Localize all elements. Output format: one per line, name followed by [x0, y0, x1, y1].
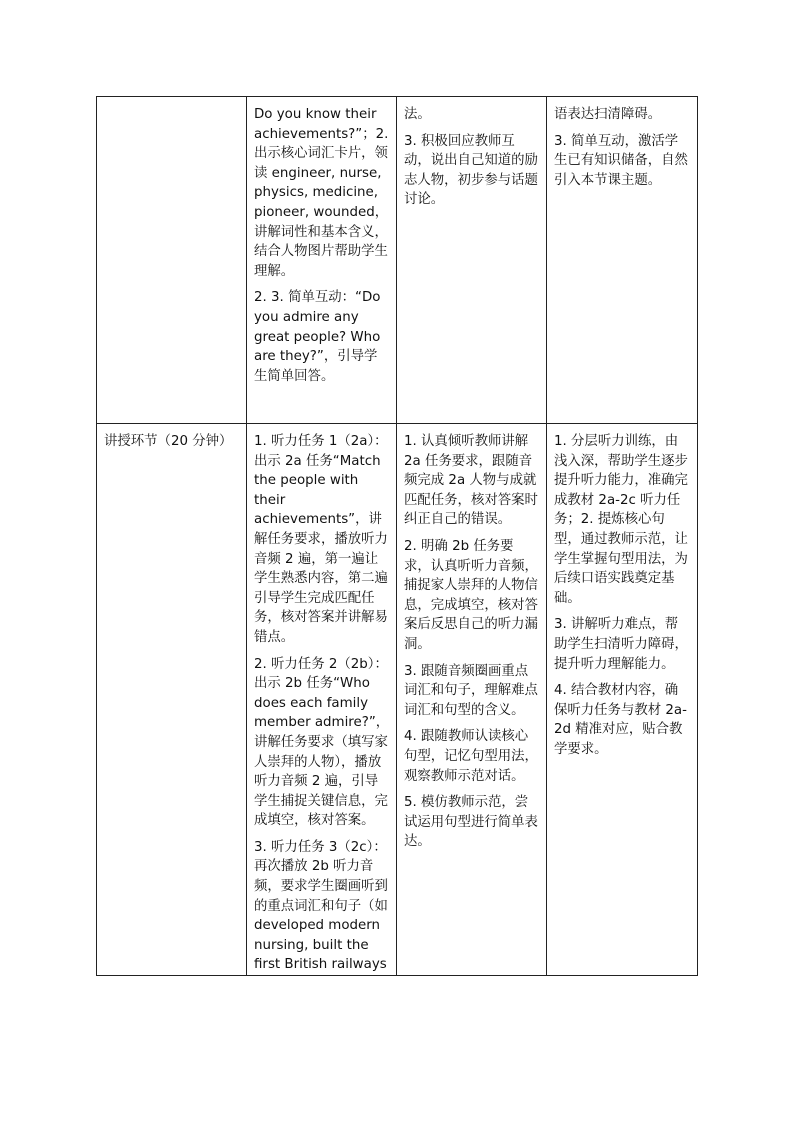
student-step: 5. 模仿教师示范，尝试运用句型进行简单表达。 [404, 795, 538, 850]
design-purpose-cell [547, 97, 698, 424]
teacher-step: 1. 听力任务 1（2a）：出示 2a 任务“Match the people with their achievements”，讲解任务要求，播放听力音频 2 遍，第一遍让学生熟悉内容，第二遍引导学生完成匹配任务，核对答案并讲解易错点。 [254, 434, 388, 645]
student-activity-cell [397, 97, 547, 424]
stage-cell [97, 424, 247, 976]
stage-label: 讲授环节（20 分钟） [104, 434, 233, 449]
student-activity-cell [397, 424, 547, 976]
student-step: 3. 跟随音频圈画重点词汇和句子，理解难点词汇和句型的含义。 [404, 663, 538, 718]
purpose-step: 3. 简单互动，激活学生已有知识储备，自然引入本节课主题。 [554, 133, 688, 188]
teacher-step: Do you know their achievements?”；2. 出示核心词汇卡片，领读 engineer, nurse, physics, medicine, pioneer, wounded，讲解词性和基本含义，结合人物图片帮助学生理解。 [254, 107, 389, 279]
stage-cell [97, 97, 247, 424]
teacher-activity-cell [247, 424, 397, 976]
student-step: 法。 [404, 107, 431, 122]
teacher-step: 3. 听力任务 3（2c）：再次播放 2b 听力音频，要求学生圈画听到的重点词汇和句子（如 developed modern nursing, built the first British railways [254, 839, 388, 973]
purpose-step: 语表达扫清障碍。 [554, 107, 662, 122]
teacher-step: 2. 听力任务 2（2b）：出示 2b 任务“Who does each family member admire?”，讲解任务要求（填写家人崇拜的人物），播放听力音频 2 遍，引导学生捕捉关键信息，完成填空，核对答案。 [254, 656, 390, 829]
purpose-step: 3. 讲解听力难点，帮助学生扫清听力障碍，提升听力理解能力。 [554, 617, 688, 672]
teacher-activity-cell [247, 97, 397, 424]
table-row [97, 424, 698, 976]
student-step: 1. 认真倾听教师讲解 2a 任务要求，跟随音频完成 2a 人物与成就匹配任务，核对答案时纠正自己的错误。 [404, 434, 538, 528]
teacher-step: 2. 3. 简单互动：“Do you admire any great people? Who are they?”，引导学生简单回答。 [254, 290, 381, 384]
table-row [97, 97, 698, 424]
lesson-plan-table [96, 96, 698, 976]
student-step: 4. 跟随教师认读核心句型，记忆句型用法，观察教师示范对话。 [404, 729, 538, 784]
student-step: 3. 积极回应教师互动，说出自己知道的励志人物，初步参与话题讨论。 [404, 133, 538, 208]
student-step: 2. 明确 2b 任务要求，认真听听力音频，捕捉家人崇拜的人物信息，完成填空，核对答案后反思自己的听力漏洞。 [404, 538, 538, 652]
design-purpose-cell [547, 424, 698, 976]
purpose-step: 1. 分层听力训练，由浅入深，帮助学生逐步提升听力能力，准确完成教材 2a-2c 听力任务；2. 提炼核心句型，通过教师示范，让学生掌握句型用法，为后续口语实践奠定基础。 [554, 434, 688, 606]
purpose-step: 4. 结合教材内容，确保听力任务与教材 2a-2d 精准对应，贴合教学要求。 [554, 683, 687, 757]
